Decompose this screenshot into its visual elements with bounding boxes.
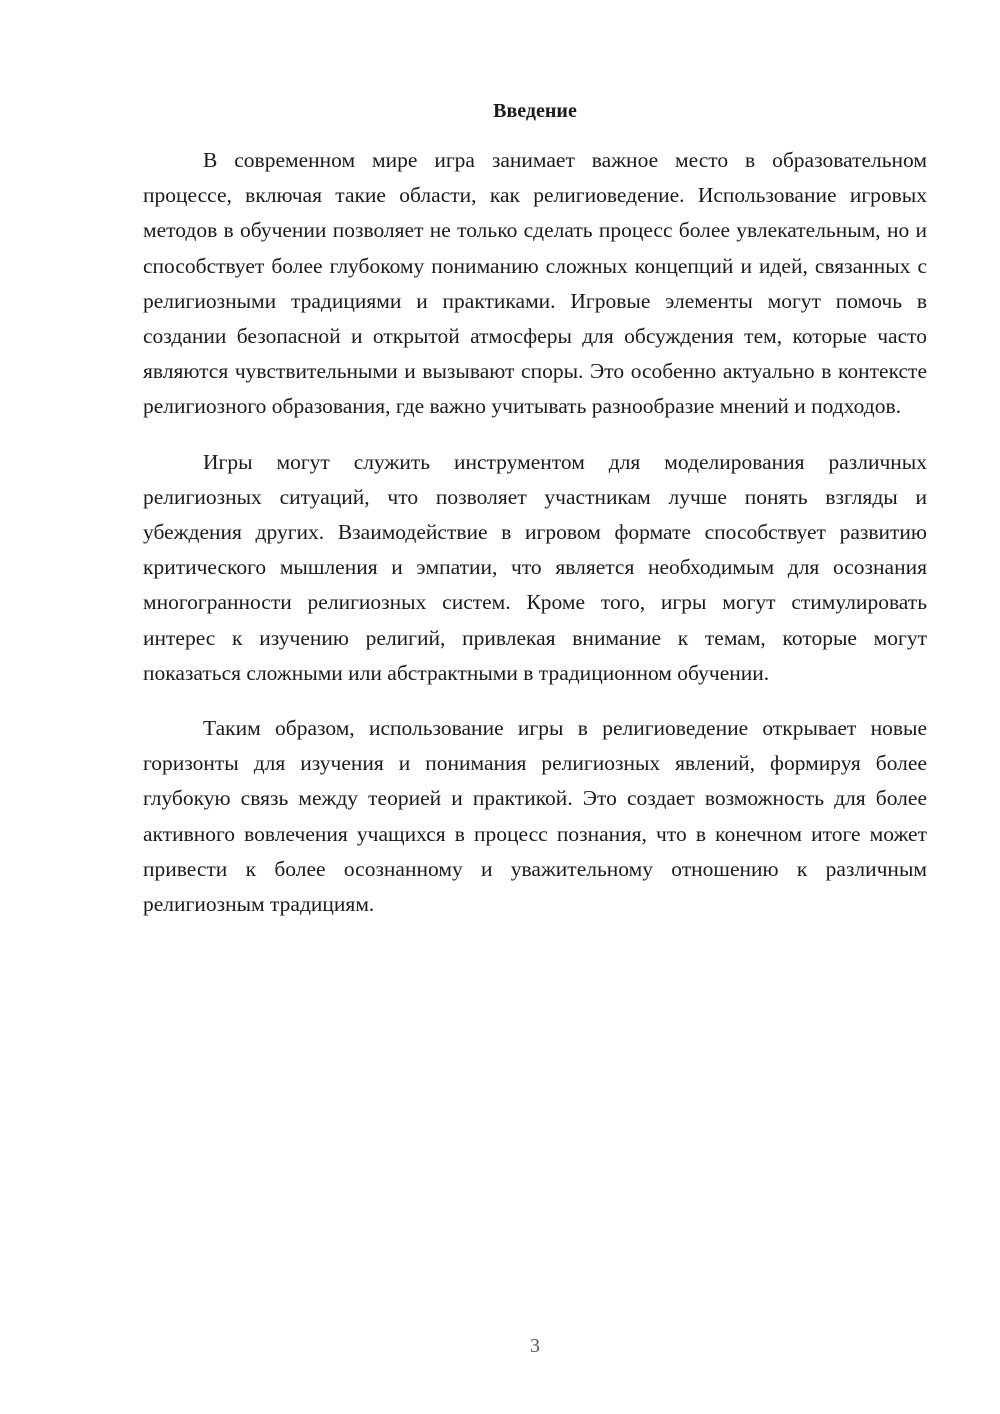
section-title: Введение xyxy=(493,100,577,122)
paragraph-1: В современном мире игра занимает важное место в образовательном процессе, включая такие области, как религиоведение. Использование игровых методов в обучении позволяет не только сделать процесс более увлекательным, но и способствует более глубокому пониманию сложных концепций и идей, связанных с религиозными традициями и практиками. Игровые элементы могут помочь в создании безопасной и открытой атмосферы для обсуждения тем, которые часто являются чувствительными и вызывают споры. Это особенно актуально в контексте религиозного образования, где важно учитывать разнообразие мнений и подходов. xyxy=(143,148,927,419)
body-text xyxy=(143,143,927,922)
paragraph-3: Таким образом, использование игры в религиоведение открывает новые горизонты для изучения и понимания религиозных явлений, формируя более глубокую связь между теорией и практикой. Это создает возможность для более активного вовлечения учащихся в процесс познания, что в конечном итоге может привести к более осознанному и уважительному отношению к различным религиозным традициям. xyxy=(143,716,927,917)
page-number: 3 xyxy=(530,1335,540,1357)
paragraph-2: Игры могут служить инструментом для моделирования различных религиозных ситуаций, что позволяет участникам лучше понять взгляды и убеждения других. Взаимодействие в игровом формате способствует развитию критического мышления и эмпатии, что является необходимым для осознания многогранности религиозных систем. Кроме того, игры могут стимулировать интерес к изучению религий, привлекая внимание к темам, которые могут показаться сложными или абстрактными в традиционном обучении. xyxy=(143,449,927,685)
